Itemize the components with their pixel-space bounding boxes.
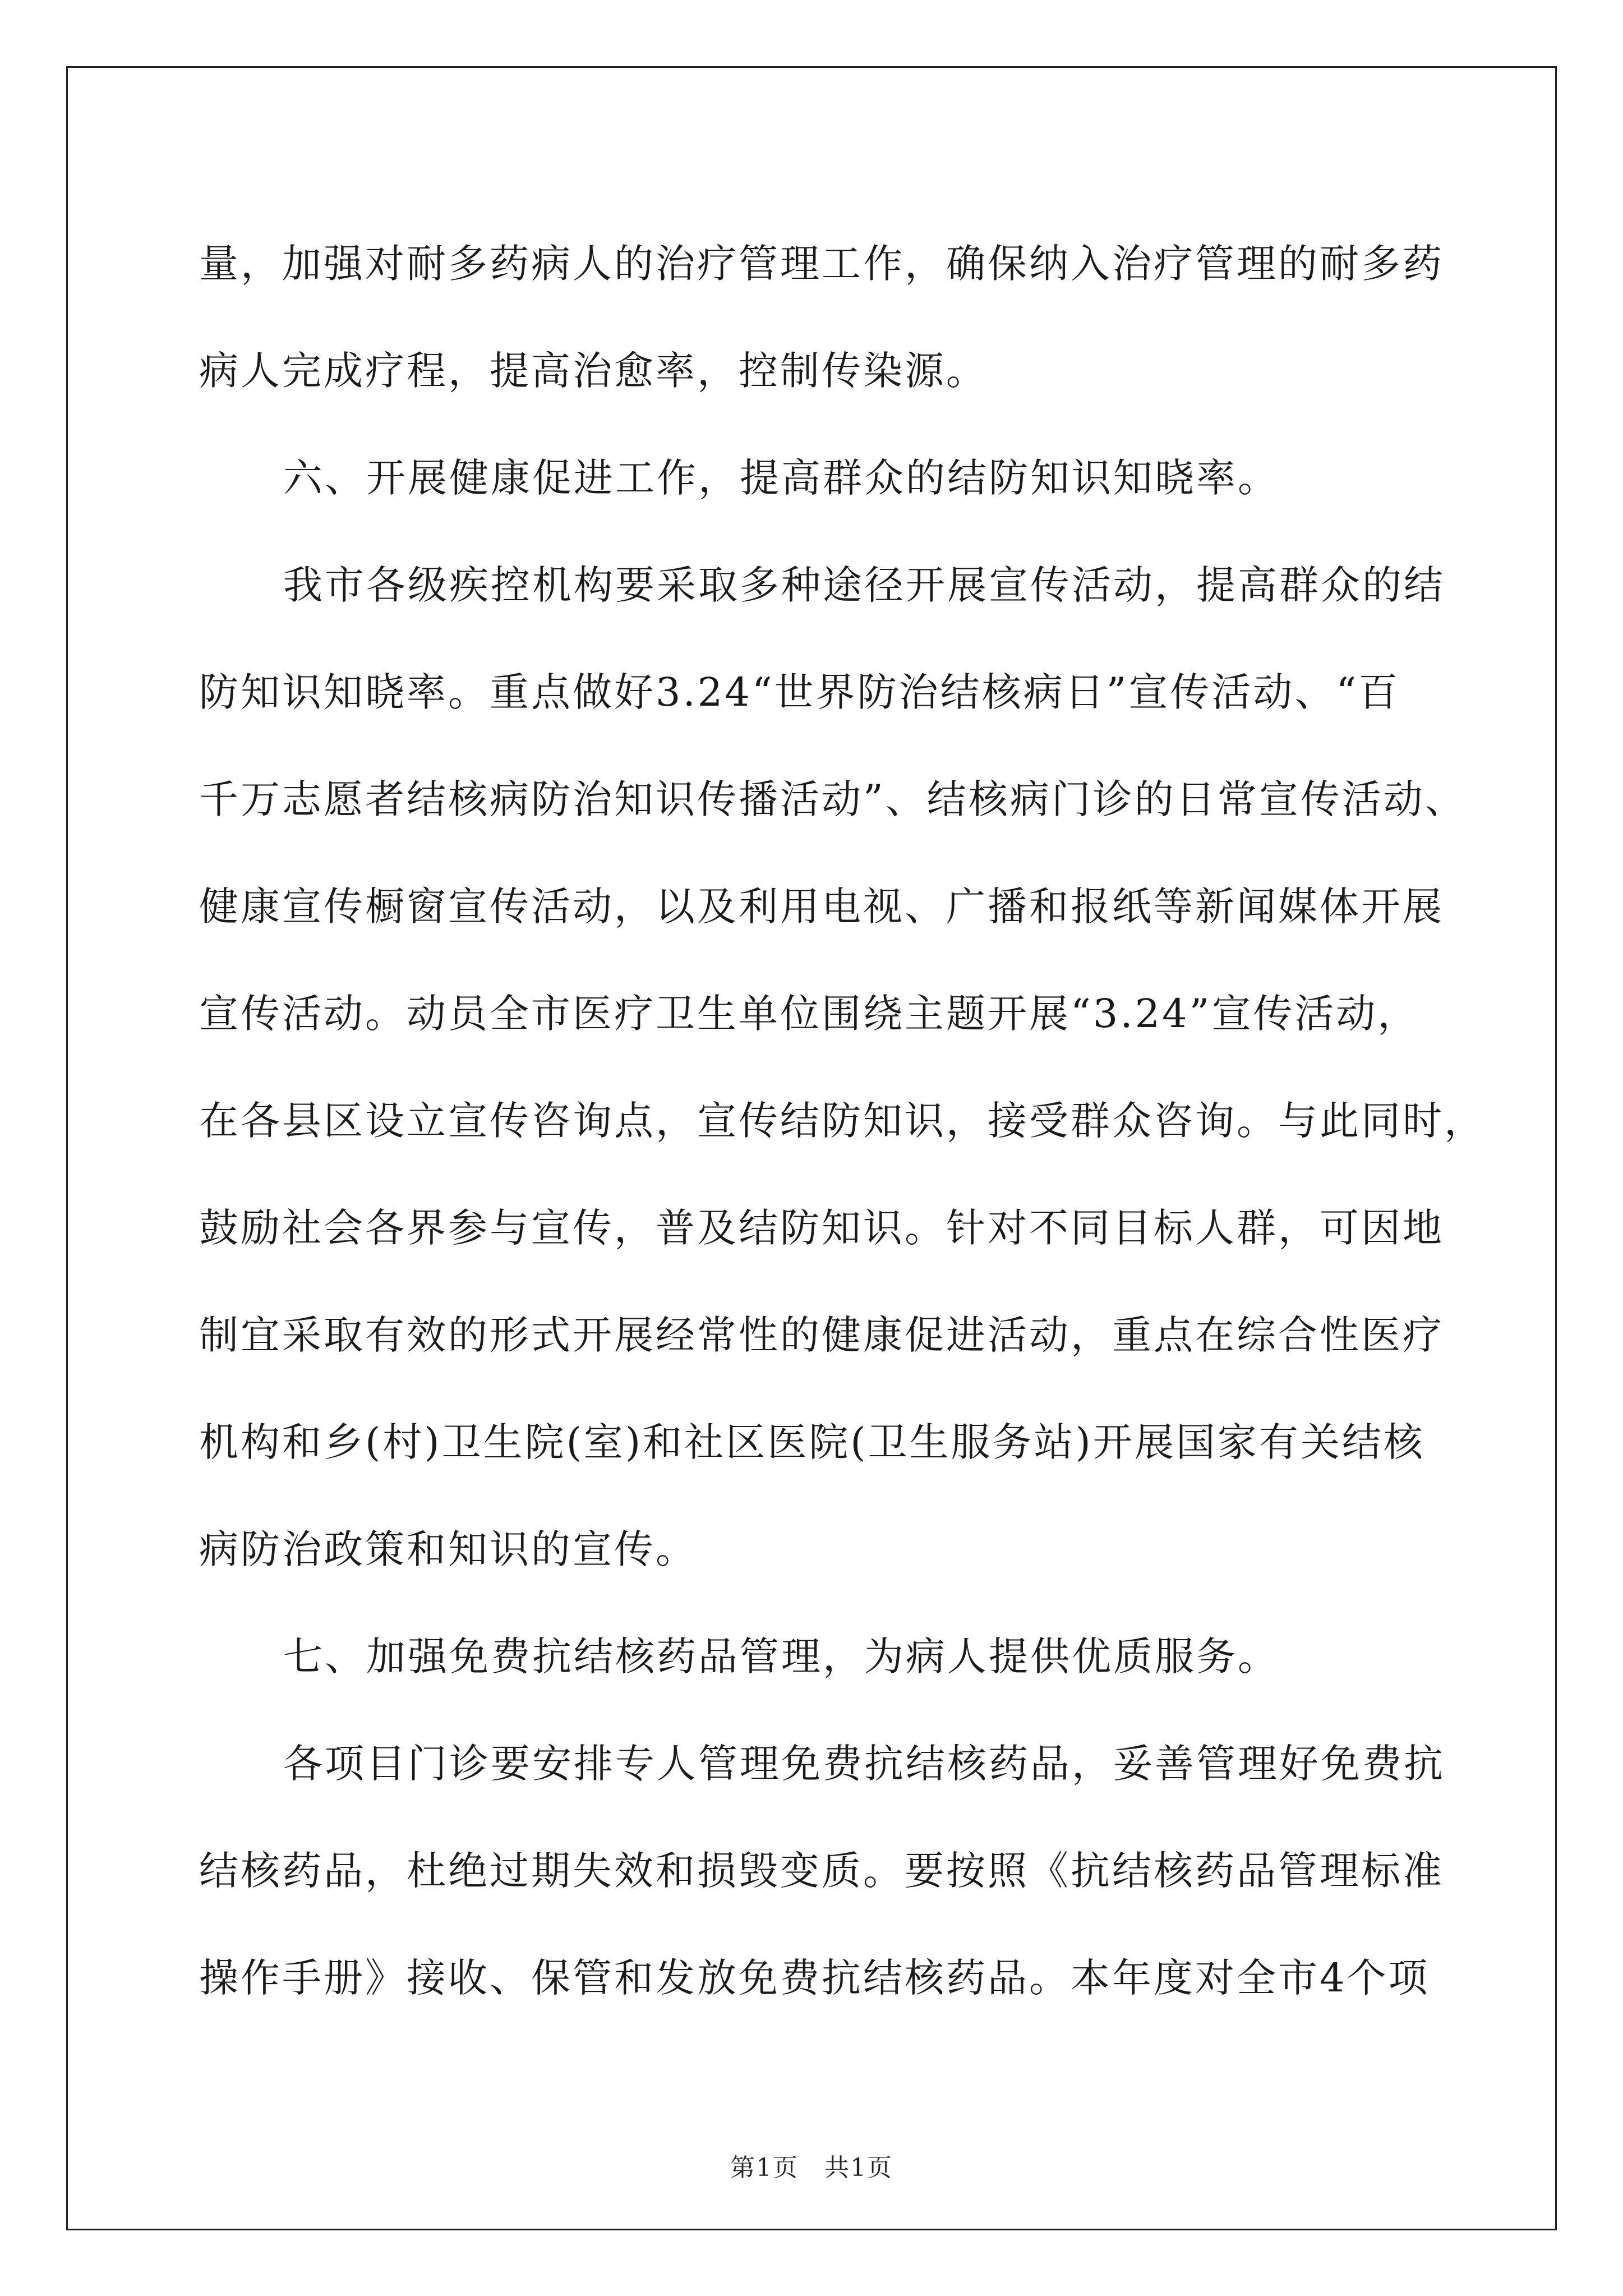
body-line: 宣传活动。动员全市医疗卫生单位围绕主题开展“3.24”宣传活动， [199,991,1419,1037]
body-line: 操作手册》接收、保管和发放免费抗结核药品。本年度对全市4个项 [199,1955,1430,2001]
body-line: 量，加强对耐多药病人的治疗管理工作，确保纳入治疗管理的耐多药 [199,241,1444,287]
body-line: 千万志愿者结核病防治知识传播活动”、结核病门诊的日常宣传活动、 [199,776,1467,822]
page-number: 第1页 共1页 [730,2154,893,2182]
body-line: 鼓励社会各界参与宣传，普及结防知识。针对不同目标人群，可因地 [199,1205,1444,1251]
body-line: 我市各级疾控机构要采取多种途径开展宣传活动，提高群众的结 [283,562,1445,608]
section-heading-6: 六、开展健康促进工作，提高群众的结防知识知晓率。 [283,455,1279,501]
page-footer [0,2151,1623,2185]
body-line: 防知识知晓率。重点做好3.24“世界防治结核病日”宣传活动、“百 [199,669,1400,715]
body-line: 病防治政策和知识的宣传。 [199,1526,697,1572]
section-heading-7: 七、加强免费抗结核药品管理，为病人提供优质服务。 [283,1634,1279,1680]
body-line: 病人完成疗程，提高治愈率，控制传染源。 [199,348,988,394]
body-line: 在各县区设立宣传咨询点，宣传结防知识，接受群众咨询。与此同时， [199,1098,1486,1144]
body-line: 健康宣传橱窗宣传活动，以及利用电视、广播和报纸等新闻媒体开展 [199,884,1444,930]
body-line: 机构和乡(村)卫生院(室)和社区医院(卫生服务站)开展国家有关结核 [199,1419,1425,1465]
body-line: 各项目门诊要安排专人管理免费抗结核药品，妥善管理好免费抗 [283,1741,1445,1787]
body-line: 结核药品，杜绝过期失效和损毁变质。要按照《抗结核药品管理标准 [199,1848,1444,1894]
document-body [199,210,1486,2032]
body-line: 制宜采取有效的形式开展经常性的健康促进活动，重点在综合性医疗 [199,1312,1444,1358]
